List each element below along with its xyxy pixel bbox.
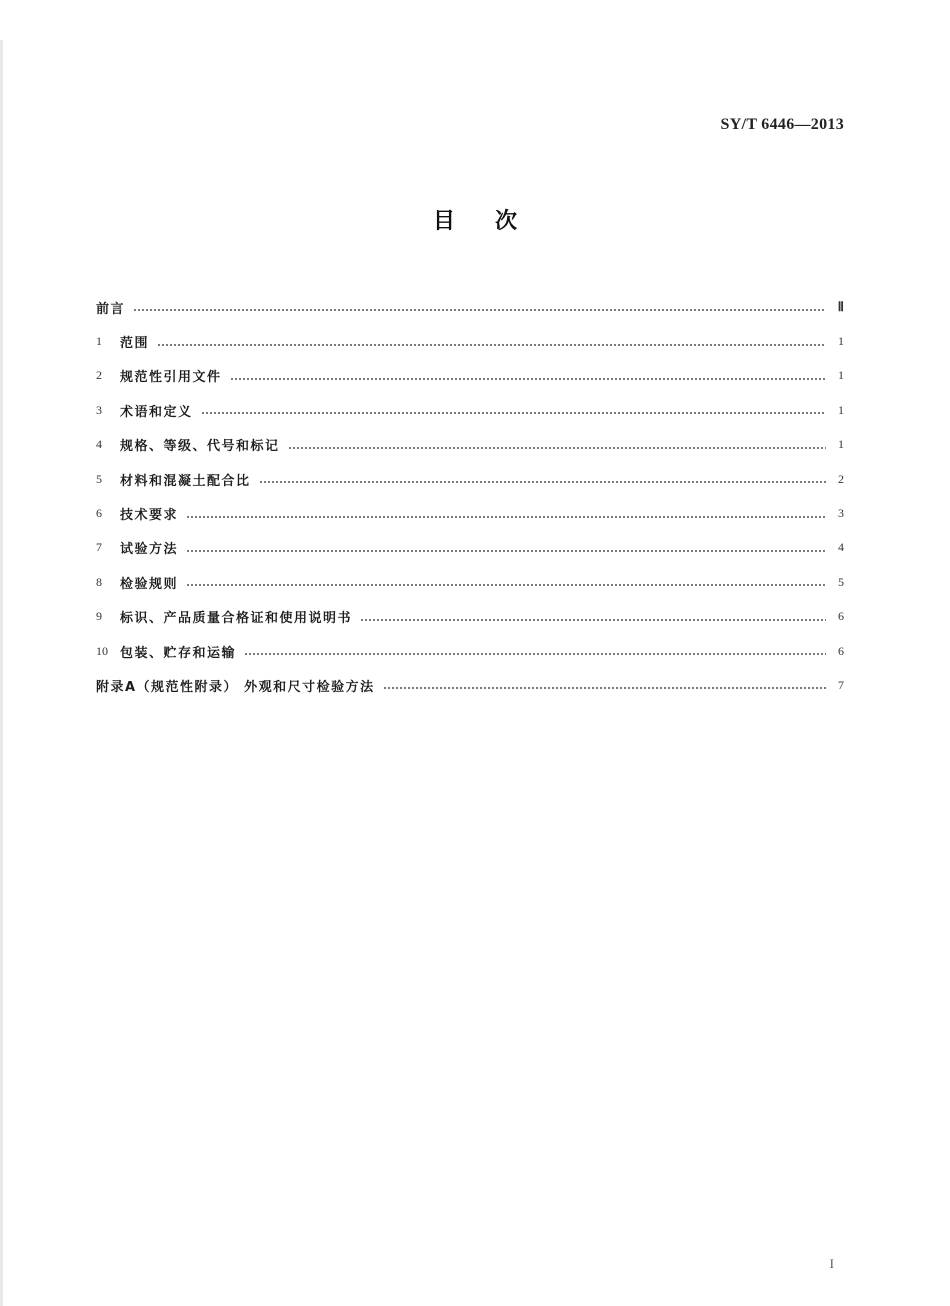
toc-entry-text: 范围 [120, 336, 150, 352]
toc-leader-dots [288, 447, 826, 449]
toc-entry-10[interactable] [96, 634, 844, 668]
toc-entry-6[interactable] [96, 496, 844, 530]
toc-leader-dots [360, 619, 826, 621]
toc-entry-text: 包装、贮存和运输 [120, 645, 237, 661]
toc-entry-7[interactable] [96, 531, 844, 565]
toc-entry-appendix-a[interactable] [96, 668, 844, 702]
toc-entry-text: 规格、等级、代号和标记 [120, 439, 280, 455]
toc-entry-number: 3 [96, 402, 102, 417]
toc-entry-5[interactable] [96, 462, 844, 496]
toc-leader-dots [230, 378, 826, 380]
toc-entry-page: 1 [838, 402, 844, 417]
toc-entry-number: 7 [96, 540, 102, 555]
toc-leader-dots [201, 412, 826, 414]
toc-entry-page: 7 [838, 677, 844, 692]
toc-leader-dots [244, 653, 826, 655]
toc-entry-number: 10 [96, 643, 108, 658]
toc-leader-dots [133, 309, 826, 311]
toc-entry-4[interactable] [96, 428, 844, 462]
toc-entry-page: 4 [838, 540, 844, 555]
toc-entry-number: 5 [96, 471, 102, 486]
toc-entry-number: 6 [96, 506, 102, 521]
toc-entry-page: 1 [838, 368, 844, 383]
toc-entry-page: 5 [838, 574, 844, 589]
toc-leader-dots [186, 516, 826, 518]
toc-entry-preface[interactable] [96, 290, 844, 324]
toc-leader-dots [186, 584, 826, 586]
toc-entry-page: 3 [838, 506, 844, 521]
toc-entry-page: 6 [838, 643, 844, 658]
page-title: 目次 [432, 209, 557, 234]
toc-entry-text: 标识、产品质量合格证和使用说明书 [120, 611, 353, 627]
toc-entry-text: 技术要求 [120, 508, 179, 524]
toc-entry-9[interactable] [96, 600, 844, 634]
toc-entry-3[interactable] [96, 393, 844, 427]
toc-entry-8[interactable] [96, 565, 844, 599]
toc-entry-page: 1 [838, 437, 844, 452]
standard-code: SY/T 6446—2013 [720, 116, 844, 133]
toc-entry-number: 4 [96, 437, 102, 452]
toc-entry-text: 材料和混凝土配合比 [120, 473, 251, 489]
toc-entry-number: 9 [96, 609, 102, 624]
toc-entry-text: 检验规则 [120, 576, 179, 592]
toc-entry-number: 2 [96, 368, 102, 383]
toc-leader-dots [383, 687, 826, 689]
page-number: I [829, 1256, 834, 1271]
toc-entry-text: 规范性引用文件 [120, 370, 222, 386]
toc-entry-text: 前言 [96, 301, 126, 317]
table-of-contents [96, 290, 844, 703]
toc-entry-page: 1 [838, 334, 844, 349]
toc-entry-page: 2 [838, 471, 844, 486]
toc-entry-text: 附录A（规范性附录） 外观和尺寸检验方法 [96, 679, 375, 695]
toc-entry-page: 6 [838, 609, 844, 624]
toc-leader-dots [186, 550, 826, 552]
toc-entry-2[interactable] [96, 359, 844, 393]
toc-entry-text: 术语和定义 [120, 404, 193, 420]
toc-entry-page: Ⅱ [837, 299, 844, 315]
toc-leader-dots [259, 481, 826, 483]
toc-entry-number: 8 [96, 574, 102, 589]
toc-entry-number: 1 [96, 334, 102, 349]
toc-entry-text: 试验方法 [120, 542, 179, 558]
toc-entry-1[interactable] [96, 324, 844, 358]
toc-leader-dots [157, 344, 826, 346]
